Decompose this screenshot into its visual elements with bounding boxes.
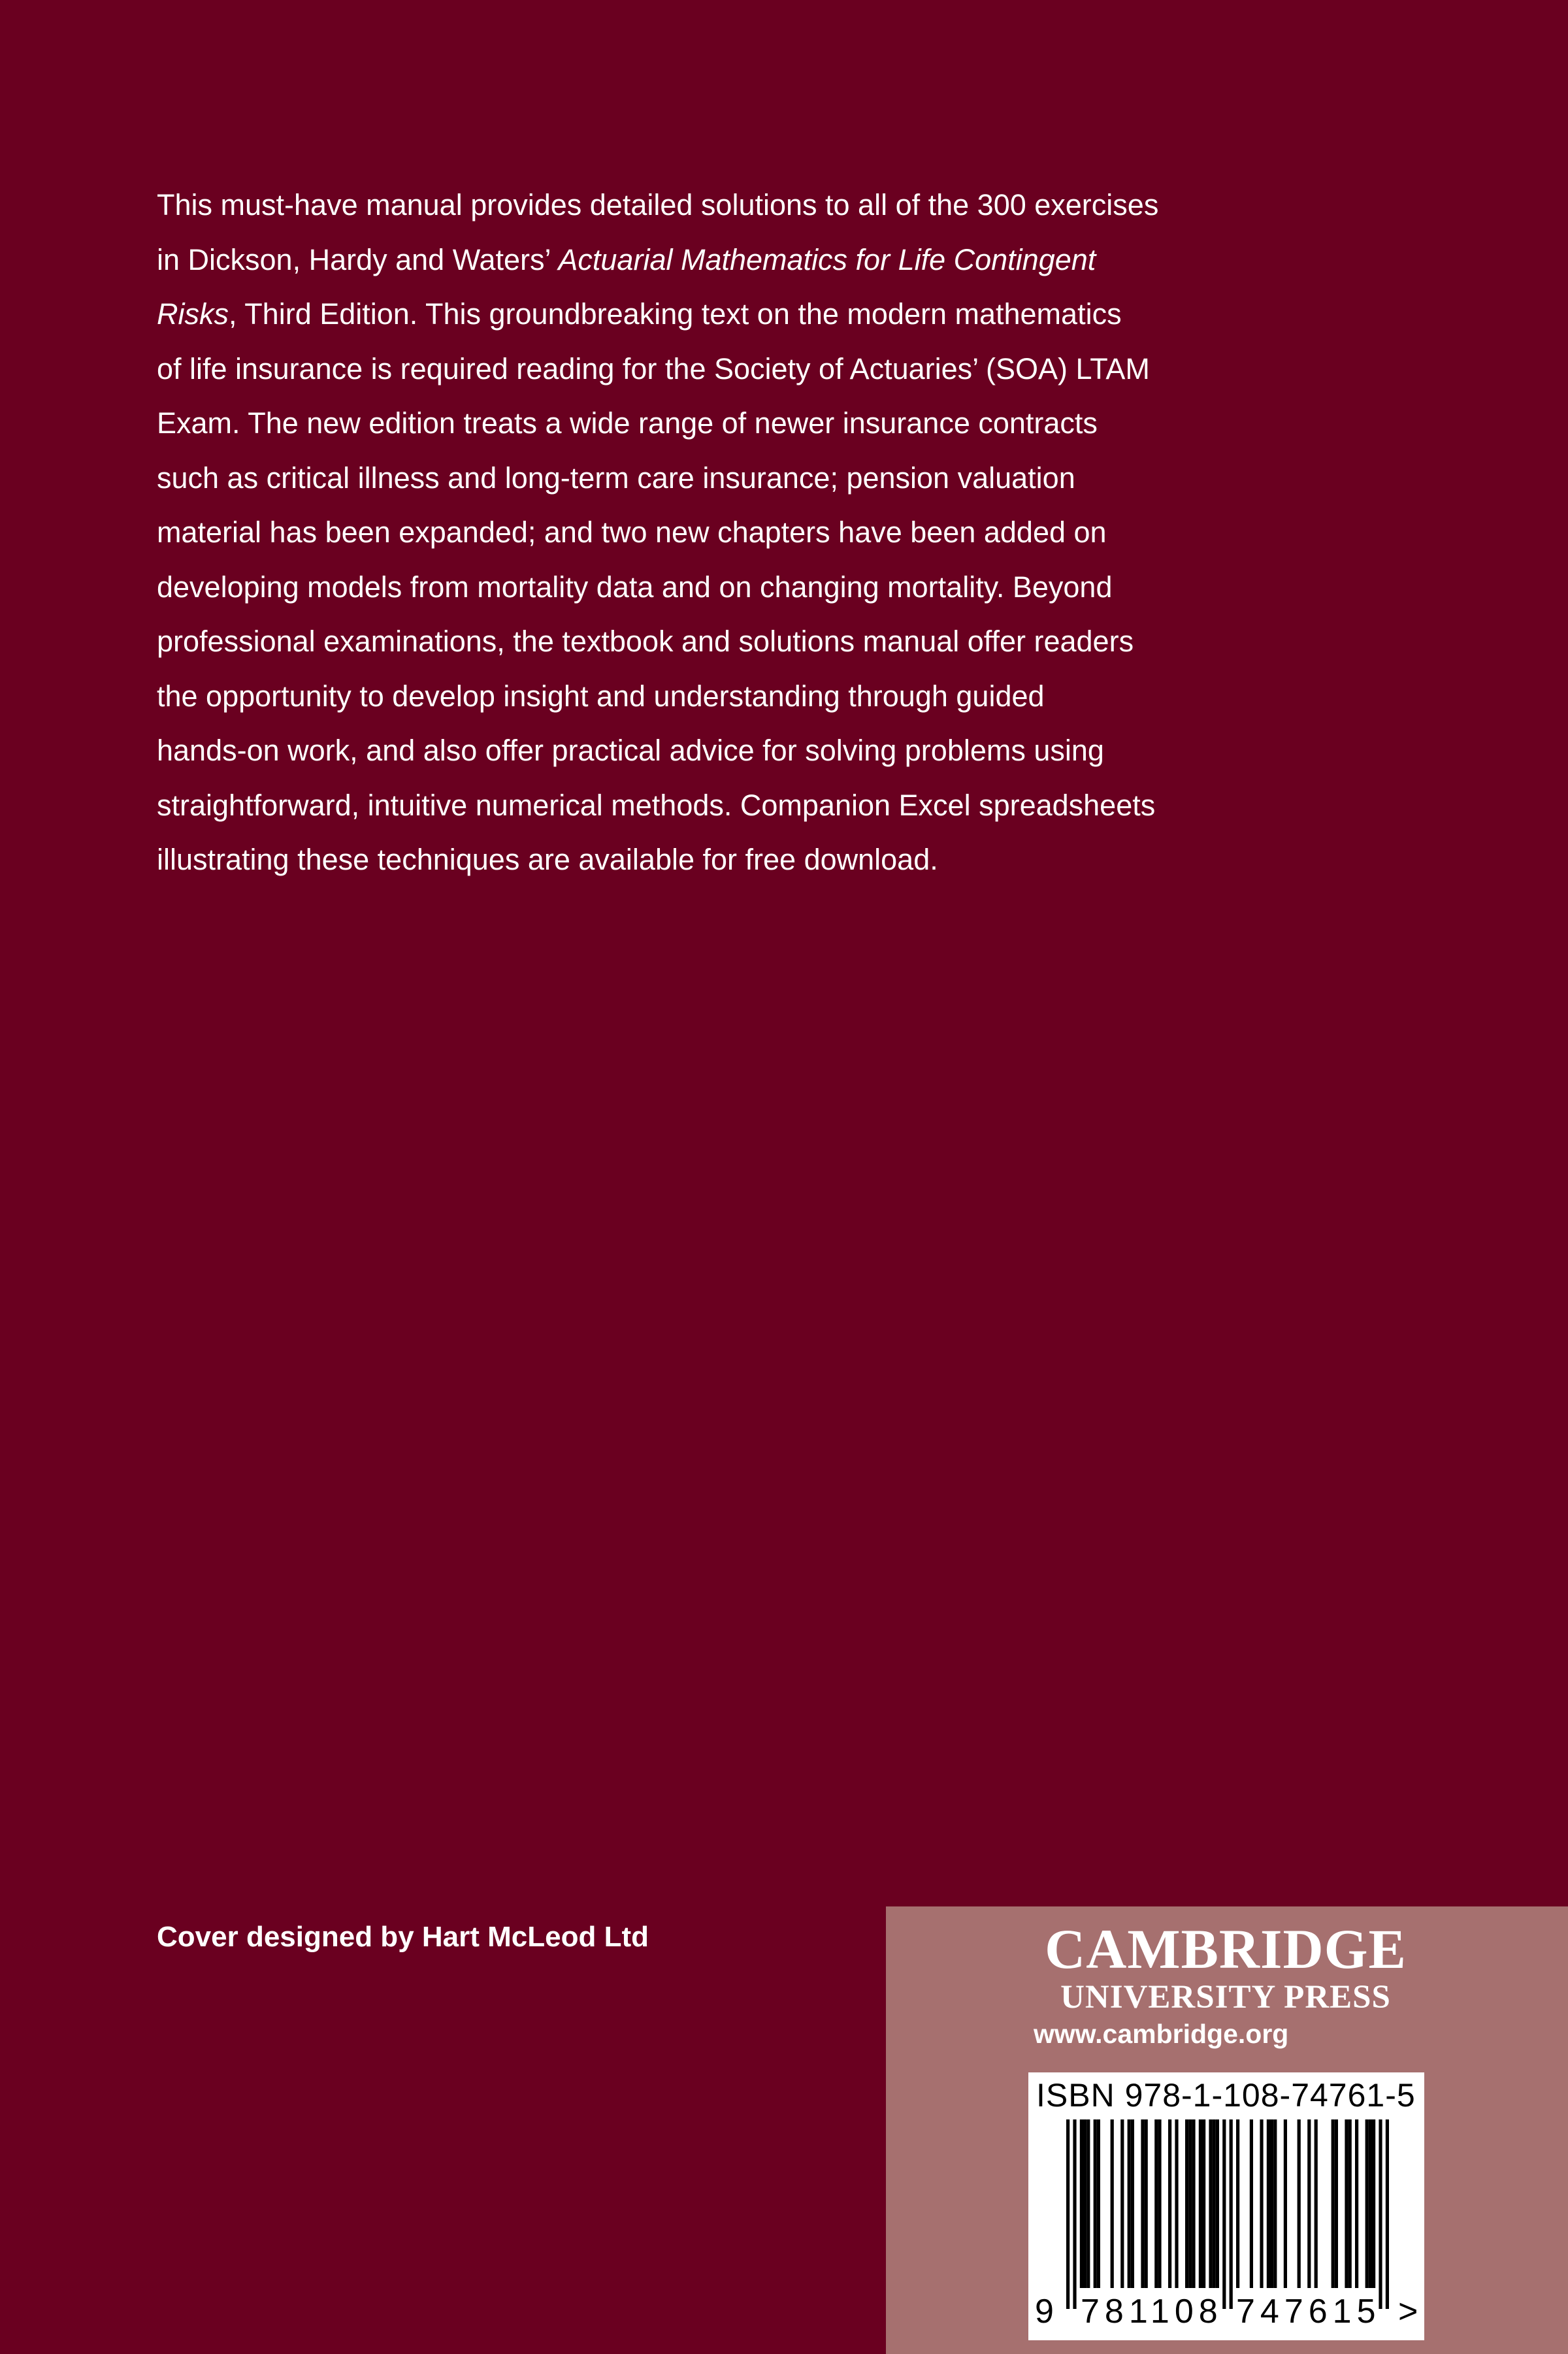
barcode-bar	[1355, 2119, 1358, 2288]
barcode-digits	[1028, 2288, 1424, 2340]
publisher-website: www.cambridge.org	[1034, 2019, 1289, 2049]
barcode-bar	[1066, 2119, 1070, 2309]
barcode-bar	[1298, 2119, 1301, 2288]
description-line-6: such as critical illness and long-term care insurance; pension valuation	[157, 461, 1075, 495]
barcode-quiet-zone-mark: >	[1398, 2293, 1418, 2330]
barcode-bar	[1250, 2119, 1253, 2288]
barcode-bar	[1168, 2119, 1171, 2288]
barcode-bar	[1267, 2119, 1270, 2288]
barcode-bar	[1222, 2119, 1226, 2309]
book-description	[157, 178, 1159, 887]
barcode-bar	[1369, 2119, 1372, 2288]
description-line-13: illustrating these techniques are available for free download.	[157, 843, 938, 876]
barcode-bar	[1386, 2119, 1389, 2309]
barcode-bar	[1260, 2119, 1263, 2288]
description-line-2-text: in Dickson, Hardy and Waters’	[157, 242, 559, 276]
description-line-9: professional examinations, the textbook and solutions manual offer readers	[157, 625, 1134, 658]
barcode-bar	[1175, 2119, 1178, 2288]
barcode-bar	[1372, 2119, 1375, 2288]
barcode-bar	[1111, 2119, 1114, 2288]
barcode-bar	[1086, 2119, 1090, 2288]
book-title-part-2: Risks	[157, 297, 229, 331]
barcode-bar	[1199, 2119, 1202, 2288]
description-line-8: developing models from mortality data and on changing mortality. Beyond	[157, 570, 1113, 604]
cover-credit: Cover designed by Hart McLeod Ltd	[157, 1921, 649, 1953]
barcode-bar	[1131, 2119, 1134, 2288]
description-line-3	[157, 287, 1150, 342]
publisher-subname: UNIVERSITY PRESS	[1060, 1979, 1391, 2016]
barcode-bar	[1073, 2119, 1076, 2309]
barcode-bar	[1213, 2119, 1216, 2288]
barcode-first-digit: 9	[1035, 2293, 1054, 2330]
barcode-bar	[1185, 2119, 1188, 2288]
publisher-name: CAMBRIDGE	[1045, 1918, 1407, 1980]
isbn-barcode	[1028, 2072, 1424, 2340]
barcode-bar	[1128, 2119, 1131, 2288]
barcode-bar	[1270, 2119, 1273, 2288]
isbn-label: ISBN 978-1-108-74761-5	[1036, 2077, 1416, 2114]
barcode-right-group: 747615	[1236, 2293, 1381, 2330]
barcode-bar	[1120, 2119, 1124, 2288]
barcode-bar	[1315, 2119, 1318, 2288]
description-line-2	[157, 233, 1150, 287]
description-line-10: the opportunity to develop insight and understanding through guided	[157, 679, 1045, 713]
barcode-bar	[1284, 2119, 1287, 2288]
description-line-12: straightforward, intuitive numerical methods. Companion Excel spreadsheets	[157, 788, 1156, 822]
description-line-5: Exam. The new edition treats a wide range of newer insurance contracts	[157, 406, 1098, 440]
barcode-bar	[1345, 2119, 1348, 2288]
barcode-left-group: 781108	[1081, 2293, 1223, 2330]
barcode-bar	[1365, 2119, 1369, 2288]
description-line-11: hands-on work, and also offer practical advice for solving problems using	[157, 734, 1104, 767]
barcode-bar	[1236, 2119, 1239, 2288]
barcode-bar	[1379, 2119, 1382, 2309]
barcode-bar	[1154, 2119, 1158, 2288]
barcode-bar	[1348, 2119, 1352, 2288]
barcode-bar	[1192, 2119, 1195, 2288]
description-line-4: of life insurance is required reading for the Society of Actuaries’ (SOA) LTAM	[157, 351, 1150, 385]
barcode-bar	[1273, 2119, 1277, 2288]
barcode-bar	[1083, 2119, 1086, 2288]
barcode-bar	[1188, 2119, 1192, 2288]
publisher-panel	[886, 1906, 1568, 2354]
barcode-bar	[1145, 2119, 1148, 2288]
barcode-bar	[1094, 2119, 1097, 2288]
barcode-bar	[1216, 2119, 1219, 2288]
barcode-bars	[1028, 2119, 1424, 2309]
barcode-bar	[1097, 2119, 1100, 2288]
barcode-bar	[1209, 2119, 1212, 2288]
barcode-bar	[1202, 2119, 1205, 2288]
barcode-bar	[1080, 2119, 1083, 2288]
book-title-part-1: Actuarial Mathematics for Life Contingent	[558, 242, 1096, 276]
barcode-bar	[1141, 2119, 1144, 2288]
description-line-7: material has been expanded; and two new chapters have been added on	[157, 515, 1107, 549]
barcode-bar	[1307, 2119, 1311, 2288]
description-line-3-text: , Third Edition. This groundbreaking text on the modern mathematics	[229, 297, 1122, 331]
description-line-1: This must-have manual provides detailed solutions to all of the 300 exercises	[157, 188, 1159, 221]
barcode-bar	[1230, 2119, 1233, 2309]
barcode-bar	[1158, 2119, 1161, 2288]
barcode-bar	[1335, 2119, 1338, 2288]
barcode-bar	[1331, 2119, 1335, 2288]
